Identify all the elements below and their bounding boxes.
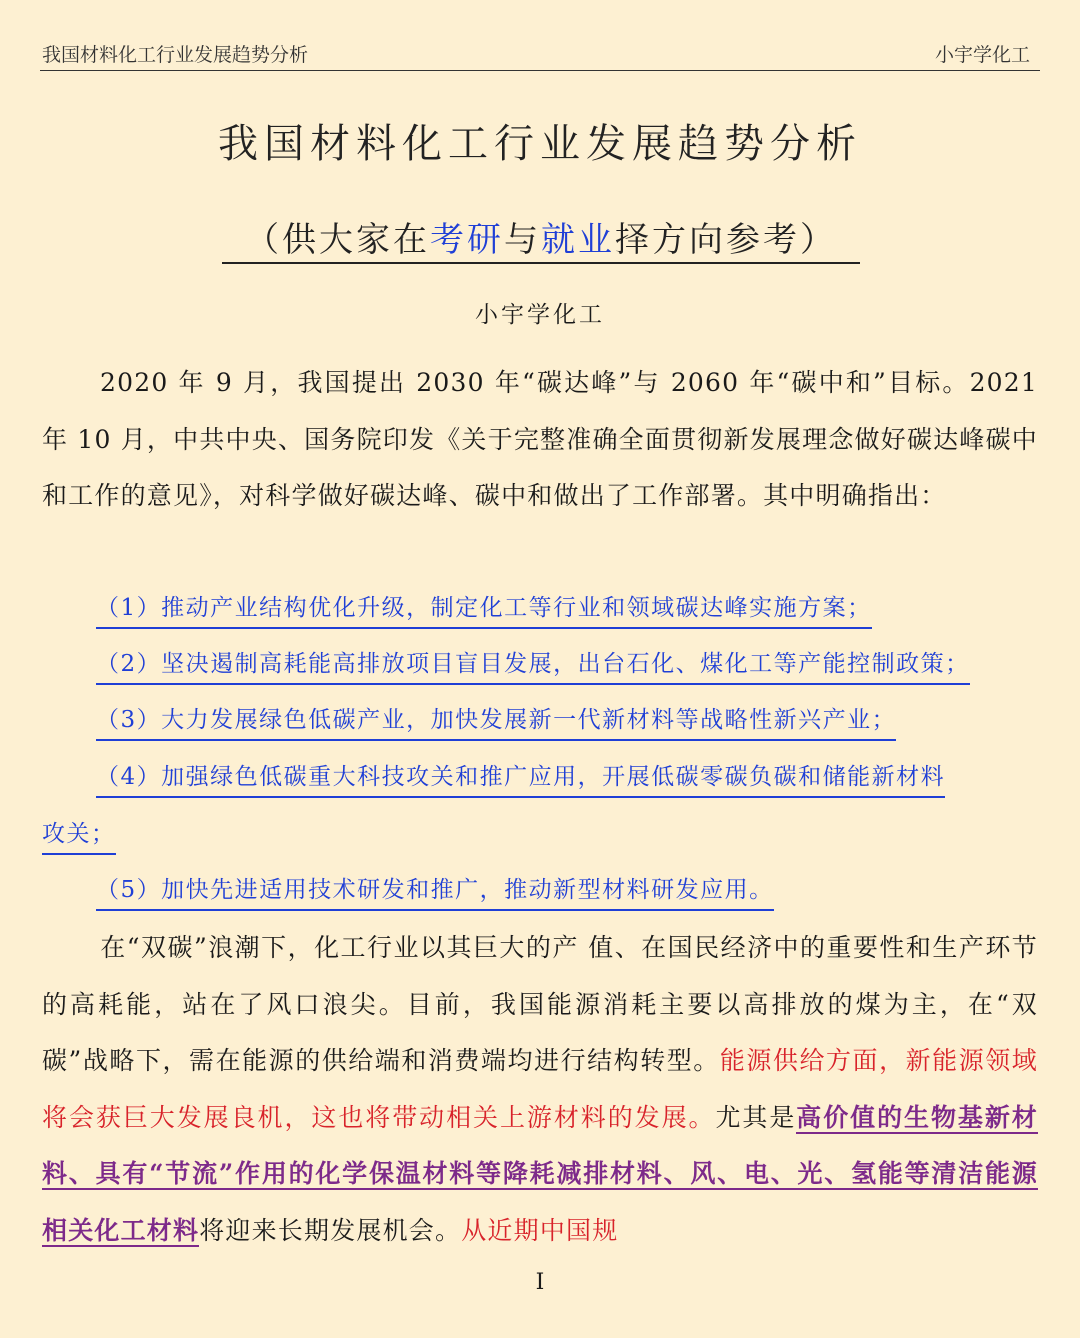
list-item: （3）大力发展绿色低碳产业，加快发展新一代新材料等战略性新兴产业； xyxy=(96,692,896,749)
subtitle-jiuye: 就业 xyxy=(541,220,615,260)
analysis-text-2: 尤其是 xyxy=(715,1102,797,1132)
document-subtitle xyxy=(222,212,860,264)
paragraph-analysis xyxy=(42,920,1038,1259)
paragraph-intro-text: 2020 年 9 月，我国提出 2030 年“碳达峰”与 2060 年“碳中和”目标。2021 年 10 月，中共中央、国务院印发《关于完整准确全面贯彻新发展理念做好碳达峰碳中和工作的意见》，对科学做好碳达峰、碳中和做出了工作部署。其中明确指出： xyxy=(42,368,1038,510)
list-item: （4）加强绿色低碳重大科技攻关和推广应用，开展低碳零碳负碳和储能新材料 xyxy=(96,749,945,806)
page-header xyxy=(40,38,1040,71)
analysis-text-3: 将迎来长期发展机会。 xyxy=(199,1215,462,1245)
header-left-title: 我国材料化工行业发展趋势分析 xyxy=(42,44,309,66)
subtitle-close: 择方向参考） xyxy=(615,220,837,260)
paragraph-intro xyxy=(42,355,1038,525)
list-item-continuation: 攻关； xyxy=(42,806,116,863)
analysis-red-highlight-1: 能源供给方面，新能源领域将会获巨大发展良机，这也将带动相关上游材料的发展。 xyxy=(42,1046,1038,1132)
analysis-text-1: 在“双碳”浪潮下，化工行业以其巨大的产 值、在国民经济中的重要性和生产环节的高耗能，站在了风口浪尖。目前，我国能源消耗主要以高排放的煤为主，在“双碳”战略下，需在能源的供给端和消费端均进行结构转型。 xyxy=(42,933,1038,1075)
document-author: 小宇学化工 xyxy=(475,302,605,328)
page-number: I xyxy=(535,1270,545,1295)
list-item: （5）加快先进适用技术研发和推广，推动新型材料研发应用。 xyxy=(96,862,774,919)
subtitle-yu: 与 xyxy=(504,220,541,260)
list-item: （2）坚决遏制高耗能高排放项目盲目发展，出台石化、煤化工等产能控制政策； xyxy=(96,636,970,693)
list-item: （1）推动产业结构优化升级，制定化工等行业和领域碳达峰实施方案； xyxy=(96,580,872,637)
subtitle-open: （供大家在 xyxy=(245,220,430,260)
header-right-author: 小宇学化工 xyxy=(934,44,1030,66)
analysis-red-highlight-2: 从近期中国规 xyxy=(461,1215,619,1245)
document-title: 我国材料化工行业发展趋势分析 xyxy=(218,121,862,167)
subtitle-kaoyan: 考研 xyxy=(430,220,504,260)
analysis-purple-highlight: 高价值的生物基新材料、具有“节流”作用的化学保温材料等降耗减排材料、风、电、光、氢能等清洁能源相关化工材料 xyxy=(42,1102,1038,1245)
